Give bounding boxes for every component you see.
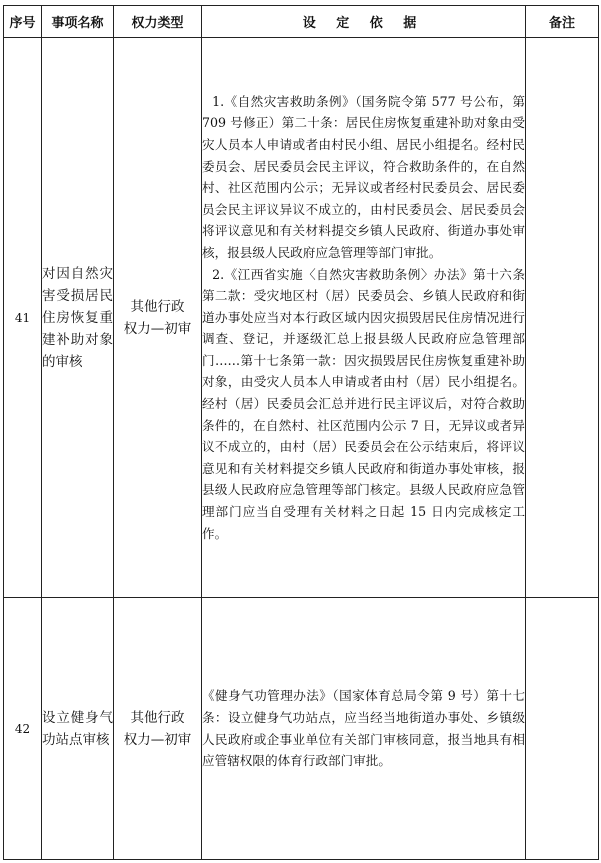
basis-paragraph-1: 1.《自然灾害救助条例》（国务院令第 577 号公布，第 709 号修正）第二十条：居民住房恢复重建补助对象由受灾人员本人申请或者由村民小组、居民小组提名。经村民委员会、居民委员会民主评议，符合救助条件的，在自然村、社区范围内公示；无异议或者经村民委员会、居民委员会民主评议异议不成立的，由村民委员会、居民委员会将评议意见和有关材料提交乡镇人民政府、街道办事处审核，报县级人民政府应急管理等部门审批。 [202,93,525,260]
header-note: 备注 [526,6,599,38]
header-row [4,6,599,38]
row-note [526,38,599,598]
power-type-line1: 其他行政 [130,709,185,726]
header-item-name: 事项名称 [42,6,114,38]
row-item-name: 对因自然灾害受损居民住房恢复重建补助对象的审核 [42,38,114,598]
basis-paragraph-2: 2.《江西省实施〈自然灾害救助条例〉办法》第十六条第二款：受灾地区村（居）民委员会、乡镇人民政府和街道办事处应当对本行政区域内因灾损毁居民住房情况进行调查、登记，并逐级汇总上报县级人民政府应急管理部门……第十七条第一款：因灾损毁居民住房恢复重建补助对象，由受灾人员本人申请或者由村（居）民小组提名。经村（居）民委员会汇总并进行民主评议后，对符合救助条件的，在自然村、社区范围内公示 7 日，无异议或者异议不成立的，由村（居）民委员会在公示结束后，将评议意见和有关材料提交乡镇人民政府和街道办事处审核，报县级人民政府应急管理等部门核定。县级人民政府应急管理部门应当自受理有关材料之日起 15 日内完成核定工作。 [202,266,525,541]
row-item-name: 设立健身气功站点审核 [42,598,114,860]
row-basis [202,38,526,598]
row-index: 42 [4,598,42,860]
row-note [526,598,599,860]
header-index: 序号 [4,6,42,38]
header-basis: 设 定 依 据 [202,6,526,38]
item-table [3,5,599,860]
table-row [4,598,599,860]
power-type-line1: 其他行政 [130,298,185,315]
row-index: 41 [4,38,42,598]
row-basis [202,598,526,860]
row-power-type [114,38,202,598]
power-type-line2: 权力—初审 [123,731,192,748]
header-power-type: 权力类型 [114,6,202,38]
basis-paragraph-1: 《健身气功管理办法》（国家体育总局令第 9 号）第十七条：设立健身气功站点，应当经当地街道办事处、乡镇级人民政府或企事业单位有关部门审核同意，报当地具有相应管辖权限的体育行政部门审批。 [202,688,525,769]
row-power-type [114,598,202,860]
power-type-line2: 权力—初审 [123,320,192,337]
table-row [4,38,599,598]
